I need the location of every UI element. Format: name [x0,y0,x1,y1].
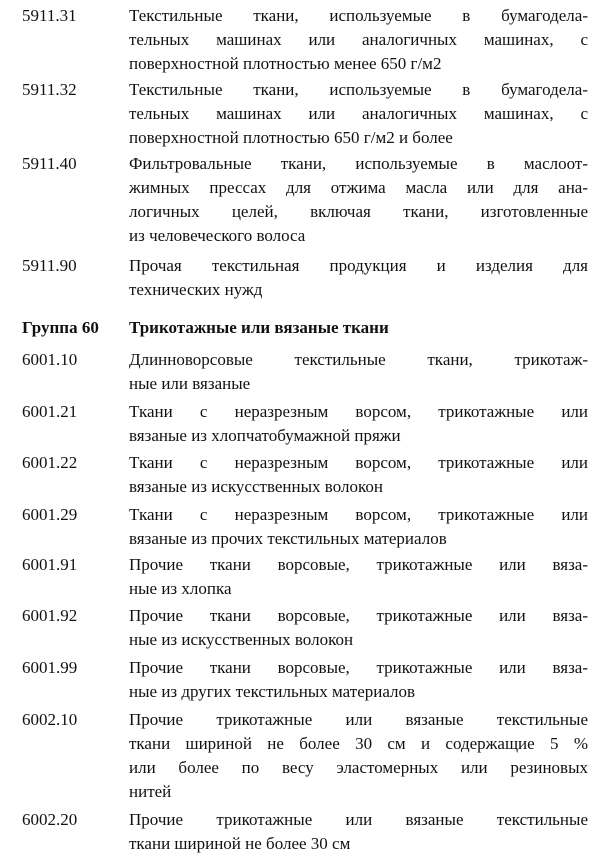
description-line: Прочие ткани ворсовые, трикотажные или вяза- [129,555,588,574]
entry-description [129,451,588,499]
description-line: Прочие ткани ворсовые, трикотажные или вяза- [129,606,588,625]
entry-code: 5911.90 [22,256,77,275]
description-line: ные или вязаные [129,374,251,393]
description-line: вязаные из прочих текстильных материалов [129,529,447,548]
entry-code: 6001.10 [22,350,78,369]
group-code: Группа 60 [22,318,99,337]
entry-description [129,78,588,150]
entry-description [129,808,588,856]
group-title [129,316,588,340]
description-line: вязаные из искусственных волокон [129,477,383,496]
description-line: Ткани с неразрезным ворсом, трикотажные или [129,505,588,524]
entry-code: 6001.22 [22,453,78,472]
entry-code: 6001.99 [22,658,78,677]
description-line: или более по весу эластомерных или резиновых [129,758,588,777]
entry-description [129,503,588,551]
entry-code: 6001.29 [22,505,78,524]
description-line: из человеческого волоса [129,226,306,245]
description-line: технических нужд [129,280,263,299]
description-line: Прочая текстильная продукция и изделия для [129,256,588,275]
description-line: Ткани с неразрезным ворсом, трикотажные или [129,402,588,421]
description-line: Текстильные ткани, используемые в бумагодела- [129,6,588,25]
entry-description [129,604,588,652]
description-line: Длинноворсовые текстильные ткани, трикотаж- [129,350,588,369]
description-line: Ткани с неразрезным ворсом, трикотажные или [129,453,588,472]
entry-code: 6002.20 [22,810,78,829]
entry-description [129,400,588,448]
entry-code: 5911.31 [22,6,77,25]
description-line: ткани шириной не более 30 см [129,834,351,853]
description-line: логичных целей, включая ткани, изготовленные [129,202,588,221]
entry-description [129,553,588,601]
description-line: нитей [129,782,172,801]
entry-description [129,348,588,396]
entry-code: 5911.40 [22,154,77,173]
description-line: тельных машинах или аналогичных машинах, с [129,104,588,123]
entry-code: 6001.91 [22,555,78,574]
description-line: ткани шириной не более 30 см и содержащие 5 % [129,734,588,753]
description-line: жимных прессах для отжима масла или для ана- [129,178,588,197]
description-line: ные из других текстильных материалов [129,682,416,701]
entry-description [129,4,588,76]
entry-description [129,656,588,704]
description-line: Фильтровальные ткани, используемые в маслоот- [129,154,588,173]
description-line: Прочие трикотажные или вязаные текстильные [129,810,588,829]
description-line: Текстильные ткани, используемые в бумагодела- [129,80,588,99]
entry-code: 6001.92 [22,606,78,625]
group-title-line: Трикотажные или вязаные ткани [129,318,389,337]
description-line: ные из хлопка [129,579,232,598]
description-line: вязаные из хлопчатобумажной пряжи [129,426,401,445]
description-line: поверхностной плотностью менее 650 г/м2 [129,54,442,73]
entry-description [129,254,588,302]
description-line: поверхностной плотностью 650 г/м2 и более [129,128,453,147]
entry-code: 5911.32 [22,80,77,99]
entry-code: 6001.21 [22,402,78,421]
description-line: Прочие ткани ворсовые, трикотажные или вяза- [129,658,588,677]
description-line: тельных машинах или аналогичных машинах, с [129,30,588,49]
entry-description [129,152,588,248]
entry-description [129,708,588,804]
entry-code: 6002.10 [22,710,78,729]
description-line: ные из искусственных волокон [129,630,354,649]
description-line: Прочие трикотажные или вязаные текстильные [129,710,588,729]
